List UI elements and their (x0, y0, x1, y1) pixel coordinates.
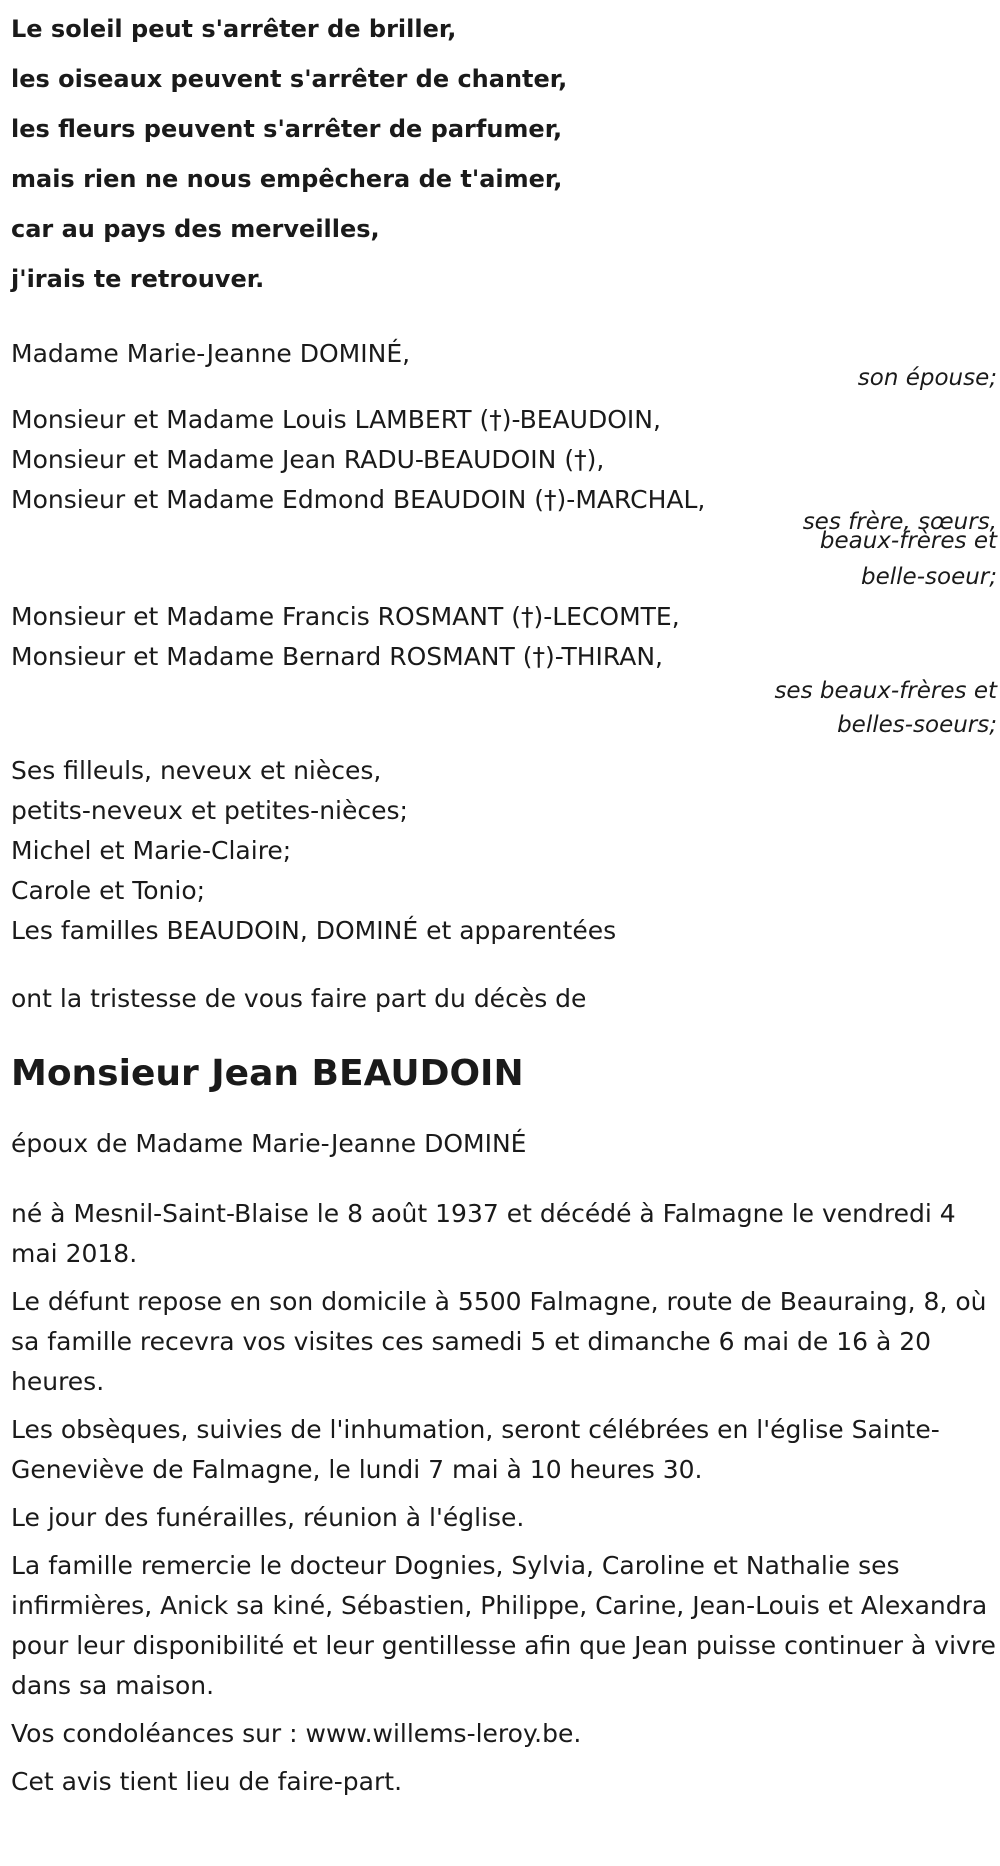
family-in-laws (11, 597, 997, 745)
funeral-paragraph: Les obsèques, suivies de l'inhumation, seront célébrées en l'église Sainte-Geneviève de Falmagne, le lundi 7 mai à 10 heures 30. (11, 1415, 940, 1484)
condolences-paragraph: Vos condoléances sur : www.willems-leroy.be. (11, 1719, 582, 1748)
in-law-name: Monsieur et Madame Bernard ROSMANT (†)-THIRAN, (11, 642, 664, 671)
in-laws-role (11, 671, 997, 745)
siblings-role (11, 510, 997, 597)
spouse-name: Madame Marie-Jeanne DOMINÉ, (11, 339, 411, 368)
poem-line: mais rien ne nous empêchera de t'aimer, (11, 165, 563, 193)
in-laws-role-line: belles-soeurs; (837, 712, 997, 738)
relative-line: Les familles BEAUDOIN, DOMINÉ et apparentées (11, 916, 617, 945)
viewing-paragraph: Le défunt repose en son domicile à 5500 Falmagne, route de Beauraing, 8, où sa famille recevra vos visites ces samedi 5 et dimanche 6 mai de 16 à 20 heures. (11, 1287, 987, 1396)
notice-paragraph: Cet avis tient lieu de faire-part. (11, 1767, 403, 1796)
sibling-name: Monsieur et Madame Edmond BEAUDOIN (†)-MARCHAL, (11, 485, 706, 514)
relative-line: Carole et Tonio; (11, 876, 206, 905)
poem-line: Le soleil peut s'arrêter de briller, (11, 15, 457, 43)
meeting-paragraph: Le jour des funérailles, réunion à l'église. (11, 1503, 525, 1532)
poem-line: les fleurs peuvent s'arrêter de parfumer, (11, 115, 563, 143)
poem-line: car au pays des merveilles, (11, 215, 380, 243)
details (11, 1194, 997, 1802)
sibling-name: Monsieur et Madame Jean RADU-BEAUDOIN (†), (11, 445, 605, 474)
in-law-name: Monsieur et Madame Francis ROSMANT (†)-LECOMTE, (11, 602, 680, 631)
deceased-spouse-line: époux de Madame Marie-Jeanne DOMINÉ (11, 1129, 527, 1158)
family-siblings (11, 400, 997, 597)
poem-line: j'irais te retrouver. (11, 265, 265, 293)
relative-line: petits-neveux et petites-nièces; (11, 796, 408, 825)
poem-line: les oiseaux peuvent s'arrêter de chanter, (11, 65, 568, 93)
announcement: ont la tristesse de vous faire part du décès de (11, 984, 587, 1013)
siblings-role-line: belle-soeur; (861, 564, 997, 590)
relative-line: Ses filleuls, neveux et nièces, (11, 756, 382, 785)
birth-death-paragraph: né à Mesnil-Saint-Blaise le 8 août 1937 et décédé à Falmagne le vendredi 4 mai 2018. (11, 1199, 956, 1268)
deceased-name: Monsieur Jean BEAUDOIN (11, 1053, 524, 1094)
poem (11, 4, 997, 304)
spouse-role: son épouse; (857, 365, 997, 391)
in-laws-role-line: ses beaux-frères et (774, 678, 997, 704)
family-others (11, 751, 997, 951)
family-spouse (11, 334, 997, 398)
siblings-role-line: beaux-frères et (819, 528, 997, 554)
obituary-notice (11, 0, 997, 1810)
thanks-paragraph: La famille remercie le docteur Dognies, Sylvia, Caroline et Nathalie ses infirmières, Anick sa kiné, Sébastien, Philippe, Carine, Jean-Louis et Alexandra pour leur disponibilité et leur gentillesse afin que Jean puisse continuer à vivre dans sa maison. (11, 1551, 996, 1700)
sibling-name: Monsieur et Madame Louis LAMBERT (†)-BEAUDOIN, (11, 405, 661, 434)
siblings-role-line: ses frère, sœurs, (802, 509, 997, 535)
relative-line: Michel et Marie-Claire; (11, 836, 292, 865)
